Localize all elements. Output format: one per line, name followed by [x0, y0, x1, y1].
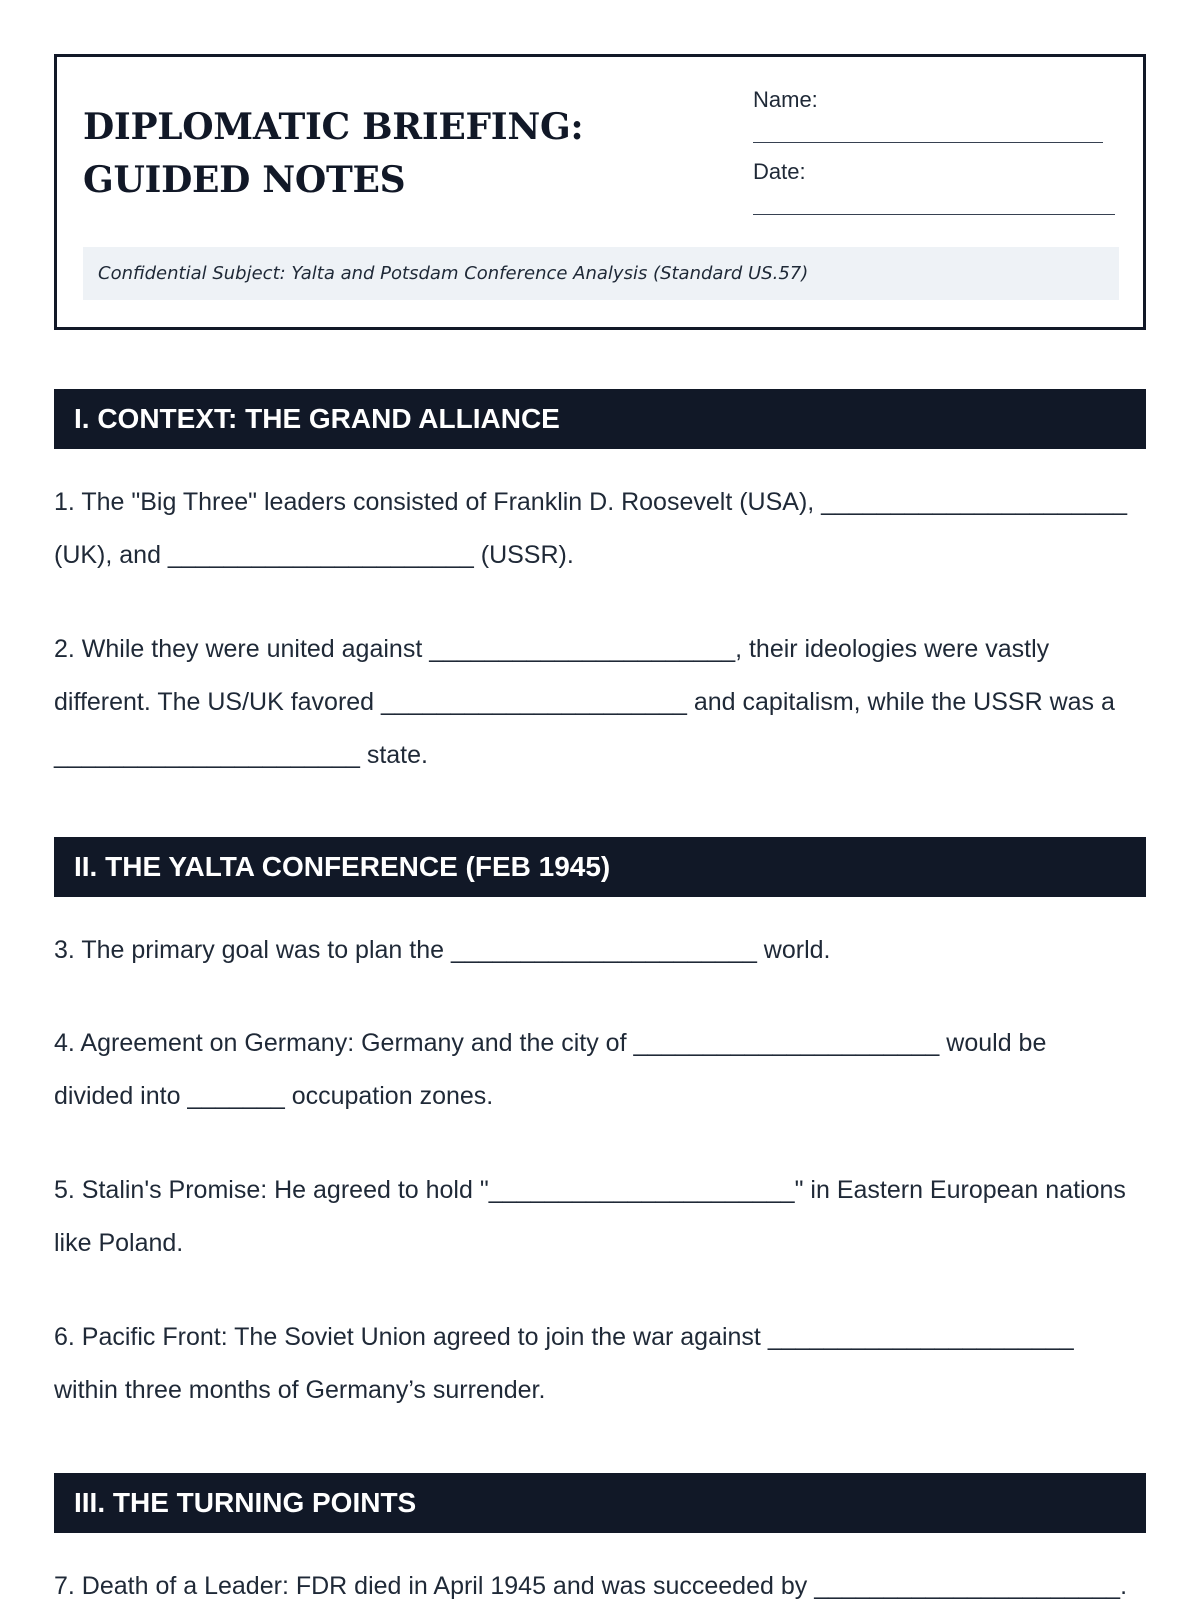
date-label: Date:: [753, 159, 806, 184]
question-1: [54, 476, 1154, 582]
question-3: [54, 924, 1154, 977]
document-title: DIPLOMATIC BRIEFING: GUIDED NOTES: [83, 106, 584, 201]
date-field[interactable]: [753, 214, 1115, 215]
question-line: like Poland.: [54, 1229, 184, 1257]
question-line: 1. The "Big Three" leaders consisted of Franklin D. Roosevelt (USA), ______________________: [54, 488, 1128, 516]
section-heading-context: I. CONTEXT: THE GRAND ALLIANCE: [54, 389, 1146, 449]
header-box: [54, 54, 1146, 330]
question-line: ______________________ state.: [54, 741, 428, 769]
name-label: Name:: [753, 87, 818, 112]
question-line: 6. Pacific Front: The Soviet Union agreed to join the war against ______________________: [54, 1323, 1074, 1351]
question-line: 3. The primary goal was to plan the ______________________ world.: [54, 936, 831, 964]
subject-banner: Confidential Subject: Yalta and Potsdam Conference Analysis (Standard US.57): [83, 247, 1119, 300]
question-2: [54, 623, 1154, 782]
question-line: 2. While they were united against ______________________, their ideologies were vastly: [54, 635, 1050, 663]
question-4: [54, 1017, 1154, 1123]
question-7: [54, 1560, 1154, 1613]
question-line: 5. Stalin's Promise: He agreed to hold "______________________" in Eastern European nations: [54, 1176, 1126, 1204]
section-heading-turning-points: III. THE TURNING POINTS: [54, 1473, 1146, 1533]
question-line: divided into _______ occupation zones.: [54, 1082, 494, 1110]
question-5: [54, 1164, 1154, 1270]
question-line: (UK), and ______________________ (USSR).: [54, 541, 574, 569]
question-line: 4. Agreement on Germany: Germany and the city of ______________________ would be: [54, 1029, 1047, 1057]
question-line: different. The US/UK favored ______________________ and capitalism, while the USSR was a: [54, 688, 1115, 716]
question-line: within three months of Germany’s surrender.: [54, 1376, 546, 1404]
question-6: [54, 1311, 1154, 1417]
name-field[interactable]: [753, 142, 1103, 143]
question-line: 7. Death of a Leader: FDR died in April 1945 and was succeeded by ______________________.: [54, 1572, 1128, 1600]
section-heading-yalta: II. THE YALTA CONFERENCE (FEB 1945): [54, 837, 1146, 897]
